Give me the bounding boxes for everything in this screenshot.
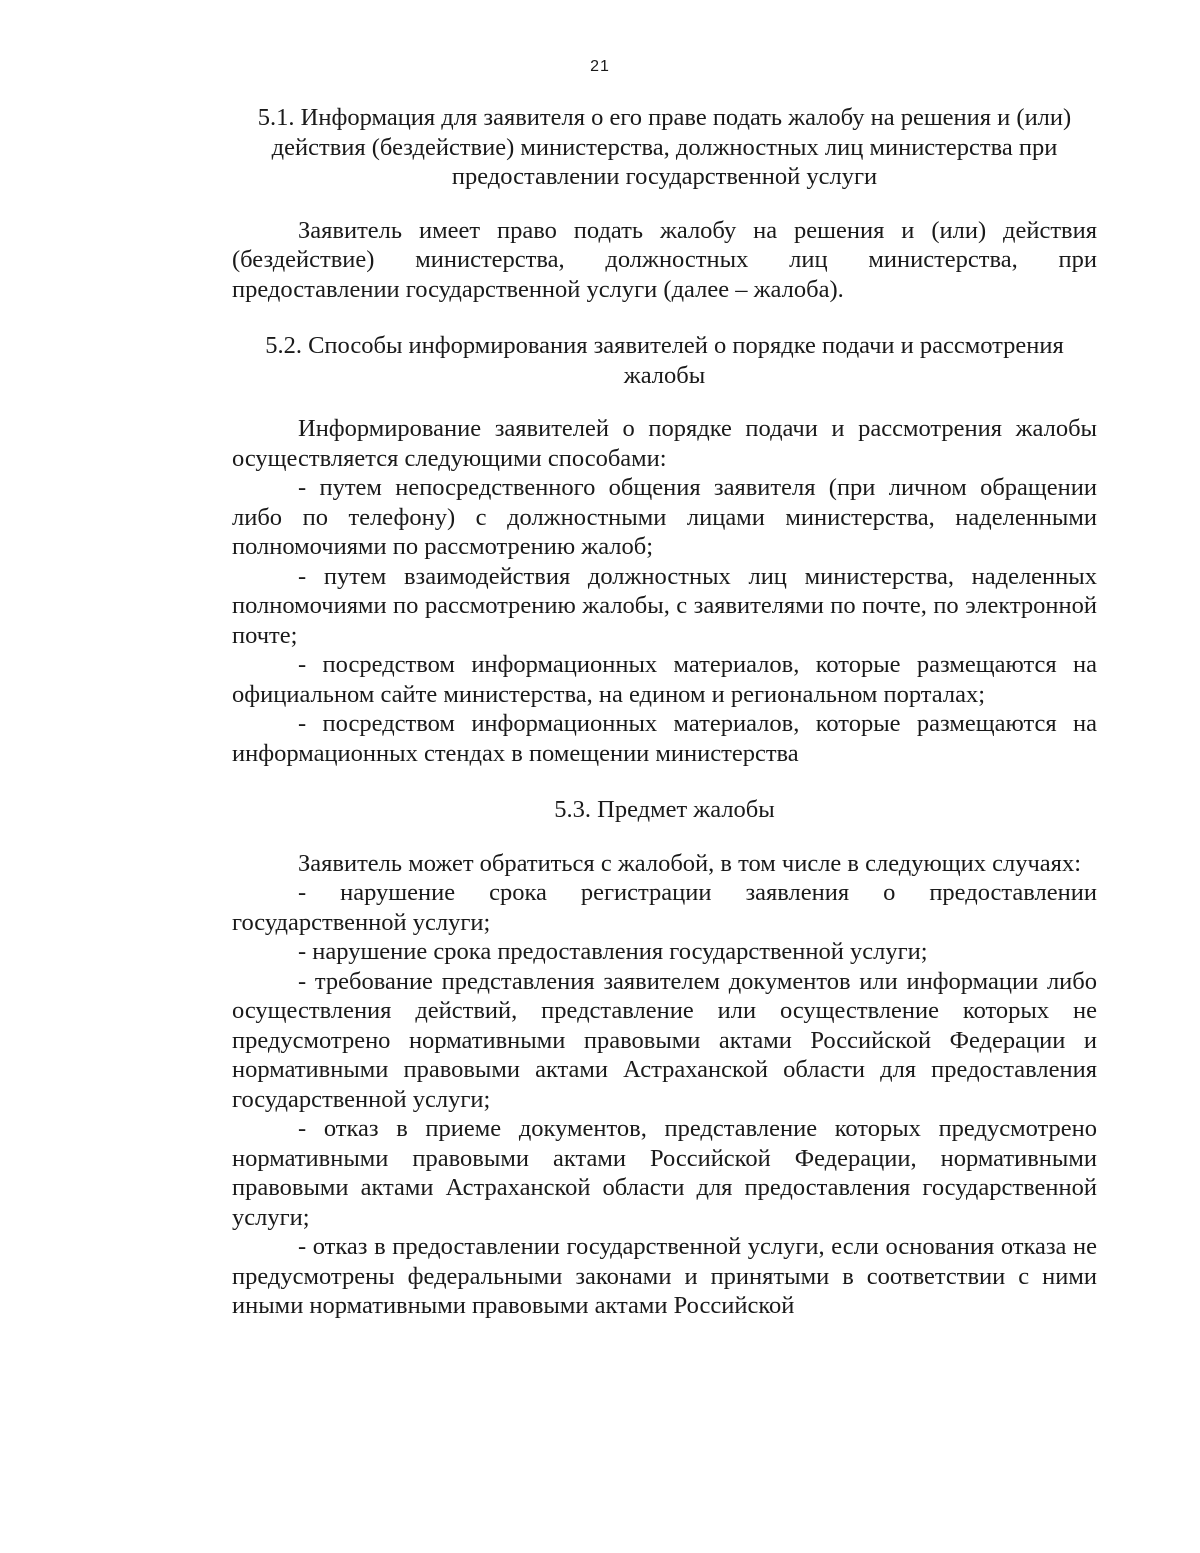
list-item: - нарушение срока регистрации заявления о предоставлении государственной услуги; [232, 879, 1097, 936]
section-5-3-heading: 5.3. Предмет жалобы [554, 796, 775, 823]
list-item: - посредством информационных материалов, которые размещаются на информационных стендах в помещении министерства [232, 710, 1097, 767]
section-5-2-heading: 5.2. Способы информирования заявителей о порядке подачи и рассмотрения жалобы [265, 332, 1064, 389]
list-item: - отказ в предоставлении государственной услуги, если основания отказа не предусмотрены федеральными законами и принятыми в соответствии с ними иными нормативными правовыми актами Российской [232, 1233, 1097, 1319]
section-5-3-intro: Заявитель может обратиться с жалобой, в том числе в следующих случаях: [298, 849, 1082, 877]
page-number: 21 [590, 58, 610, 75]
list-item: - отказ в приеме документов, представление которых предусмотрено нормативными правовыми актами Российской Федерации, нормативными правовыми актами Астраханской области для предоставления государственной услуги; [232, 1115, 1097, 1231]
list-item: - путем взаимодействия должностных лиц министерства, наделенных полномочиями по рассмотрению жалобы, с заявителями по почте, по электронной почте; [232, 562, 1097, 649]
list-item: - требование представления заявителем документов или информации либо осуществления действий, представление или осуществление которых не предусмотрено нормативными правовыми актами Российской Федерации и нормативными правовыми актами Астраханской области для предоставления государственной услуги; [232, 967, 1097, 1113]
list-item: - посредством информационных материалов, которые размещаются на официальном сайте министерства, на едином и региональном порталах; [232, 651, 1097, 708]
section-5-1-paragraph: Заявитель имеет право подать жалобу на решения и (или) действия (бездействие) министерства, должностных лиц министерства, при предоставлении государственной услуги (далее – жалоба). [232, 216, 1097, 303]
section-5-2-intro: Информирование заявителей о порядке подачи и рассмотрения жалобы осуществляется следующими способами: [232, 415, 1097, 472]
section-5-1-heading: 5.1. Информация для заявителя о его праве подать жалобу на решения и (или) действия (бездействие) министерства, должностных лиц министерства при предоставлении государственной услуги [257, 104, 1072, 190]
list-item: - путем непосредственного общения заявителя (при личном обращении либо по телефону) с должностными лицами министерства, наделенными полномочиями по рассмотрению жалоб; [232, 474, 1097, 560]
list-item: - нарушение срока предоставления государственной услуги; [298, 938, 928, 965]
document-body [232, 103, 1097, 1321]
